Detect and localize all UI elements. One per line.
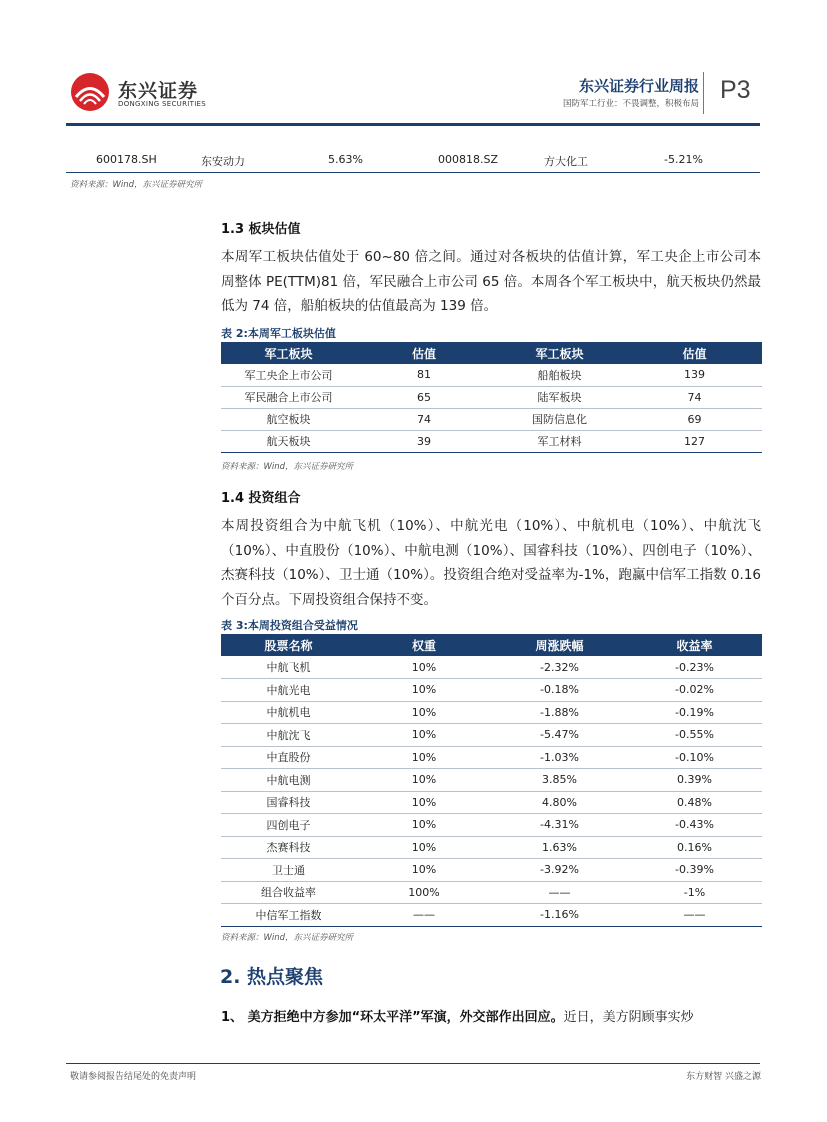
table-cell: 127 [627, 430, 762, 452]
footer-rule [66, 1063, 760, 1064]
table-cell: 10% [356, 814, 492, 837]
table-cell: 5.63% [328, 153, 363, 166]
table-cell: -5.21% [664, 153, 703, 166]
table-cell: 000818.SZ [438, 153, 499, 166]
report-subtitle: 国防军工行业：不畏调整，积极布局 [562, 99, 699, 109]
table-cell: 74 [627, 386, 762, 408]
table-header: 周涨跌幅 [492, 634, 627, 656]
table-cell: 3.85% [492, 769, 627, 792]
table-cell: 10% [356, 836, 492, 859]
page-number: P3 [720, 76, 751, 104]
table-row [221, 904, 762, 927]
table-cell: —— [356, 904, 492, 927]
table-cell: 0.48% [627, 791, 762, 814]
table-cell: 10% [356, 656, 492, 679]
table-cell: -0.10% [627, 746, 762, 769]
hot-topic-headline: 1、 美方拒绝中方参加“环太平洋”军演，外交部作出回应。 [221, 1010, 564, 1025]
table-cell: -0.39% [627, 859, 762, 882]
table-cell: 1.63% [492, 836, 627, 859]
section-1-4-paragraph: 本周投资组合为中航飞机（10%）、中航光电（10%）、中航机电（10%）、中航沈飞（10%）、中直股份（10%）、中航电测（10%）、国睿科技（10%）、四创电子（10%）、杰赛科技（10%）、卫士通（10%）。投资组合绝对受益率为-1%，跑赢中信军工指数 0.16 个百分点。下周投资组合保持不变。 [221, 518, 761, 608]
table-cell: 10% [356, 746, 492, 769]
table-cell: 中航电测 [221, 769, 356, 792]
table-row [221, 386, 762, 408]
table-2-caption: 表 2:本周军工板块估值 [221, 327, 336, 340]
table-row [221, 408, 762, 430]
table-cell: 0.16% [627, 836, 762, 859]
table-cell: 100% [356, 881, 492, 904]
table-cell: -0.55% [627, 724, 762, 747]
table-header: 估值 [627, 342, 762, 364]
table-header: 权重 [356, 634, 492, 656]
table-row [221, 791, 762, 814]
table-3-portfolio-returns [221, 634, 762, 927]
table-cell: -1.88% [492, 701, 627, 724]
dongxing-logo-icon [70, 72, 110, 112]
table-cell: 陆军板块 [492, 386, 627, 408]
table-cell: -1% [627, 881, 762, 904]
table-row [221, 724, 762, 747]
table-cell: 10% [356, 791, 492, 814]
table-header: 估值 [356, 342, 492, 364]
logo-english: DONGXING SECURITIES [118, 100, 207, 108]
header-rule [66, 123, 760, 126]
table-cell: 中航机电 [221, 701, 356, 724]
source-note: 资料来源：Wind，东兴证券研究所 [70, 180, 203, 190]
table-cell: 船舶板块 [492, 364, 627, 386]
previous-table-last-row [66, 148, 760, 173]
table-2-source: 资料来源：Wind，东兴证券研究所 [221, 462, 354, 472]
table-row [221, 881, 762, 904]
table-cell: 10% [356, 859, 492, 882]
table-cell: 航空板块 [221, 408, 356, 430]
table-cell: -4.31% [492, 814, 627, 837]
table-header: 军工板块 [492, 342, 627, 364]
table-cell: 65 [356, 386, 492, 408]
table-cell: 军工央企上市公司 [221, 364, 356, 386]
header-divider [703, 72, 704, 114]
table-cell: 4.80% [492, 791, 627, 814]
table-cell: 10% [356, 724, 492, 747]
section-1-3-paragraph: 本周军工板块估值处于 60~80 倍之间。通过对各板块的估值计算，军工央企上市公司本周整体 PE(TTM)81 倍，军民融合上市公司 65 倍。本周各个军工板块中，航天板块仍然最低为 74 倍，船舶板块的估值最高为 139 倍。 [221, 249, 761, 314]
logo-chinese: 东兴证券 [118, 80, 199, 102]
report-title: 东兴证券行业周报 [578, 77, 699, 95]
table-cell: -1.16% [492, 904, 627, 927]
table-cell: 74 [356, 408, 492, 430]
table-cell: 81 [356, 364, 492, 386]
table-cell: 10% [356, 701, 492, 724]
table-row [221, 769, 762, 792]
table-row [221, 656, 762, 679]
table-cell: -0.02% [627, 679, 762, 702]
table-cell: -2.32% [492, 656, 627, 679]
table-cell: 中直股份 [221, 746, 356, 769]
table-cell: -0.43% [627, 814, 762, 837]
table-row [221, 701, 762, 724]
table-2-sector-valuation [221, 342, 762, 453]
table-cell: 中航飞机 [221, 656, 356, 679]
section-title-1-3: 1.3 板块估值 [221, 222, 301, 237]
table-cell: 600178.SH [96, 153, 157, 166]
table-row [221, 746, 762, 769]
table-cell: 四创电子 [221, 814, 356, 837]
table-cell: 杰赛科技 [221, 836, 356, 859]
table-cell: 航天板块 [221, 430, 356, 452]
table-cell: 卫士通 [221, 859, 356, 882]
table-cell: -0.23% [627, 656, 762, 679]
table-cell: 39 [356, 430, 492, 452]
table-3-caption: 表 3:本周投资组合受益情况 [221, 619, 358, 632]
table-row [221, 836, 762, 859]
table-cell: 10% [356, 679, 492, 702]
footer-slogan: 东方财智 兴盛之源 [686, 1072, 761, 1082]
table-cell: 139 [627, 364, 762, 386]
table-row [221, 364, 762, 386]
table-cell: 方大化工 [544, 155, 588, 168]
table-row [221, 430, 762, 452]
table-row [221, 679, 762, 702]
table-row [221, 859, 762, 882]
section-title-2: 2. 热点聚焦 [220, 966, 324, 988]
table-cell: -1.03% [492, 746, 627, 769]
footer-disclaimer: 敬请参阅报告结尾处的免责声明 [70, 1072, 197, 1082]
table-3-source: 资料来源：Wind，东兴证券研究所 [221, 933, 354, 943]
table-cell: 中信军工指数 [221, 904, 356, 927]
table-cell: -3.92% [492, 859, 627, 882]
table-cell: -5.47% [492, 724, 627, 747]
table-cell: 10% [356, 769, 492, 792]
table-header: 军工板块 [221, 342, 356, 364]
table-cell: 中航光电 [221, 679, 356, 702]
table-cell: 国防信息化 [492, 408, 627, 430]
hot-topic-item-1 [221, 1008, 761, 1028]
table-cell: -0.19% [627, 701, 762, 724]
table-cell: 组合收益率 [221, 881, 356, 904]
section-title-1-4: 1.4 投资组合 [221, 491, 301, 506]
table-header: 收益率 [627, 634, 762, 656]
table-cell: —— [627, 904, 762, 927]
table-cell: -0.18% [492, 679, 627, 702]
table-cell: 中航沈飞 [221, 724, 356, 747]
table-cell: 69 [627, 408, 762, 430]
table-cell: 军工材料 [492, 430, 627, 452]
table-cell: 军民融合上市公司 [221, 386, 356, 408]
table-cell: 0.39% [627, 769, 762, 792]
table-cell: —— [492, 881, 627, 904]
table-header: 股票名称 [221, 634, 356, 656]
table-cell: 东安动力 [201, 155, 245, 168]
table-row [221, 814, 762, 837]
table-cell: 国睿科技 [221, 791, 356, 814]
hot-topic-text: 近日，美方阴顾事实炒 [563, 1010, 694, 1025]
